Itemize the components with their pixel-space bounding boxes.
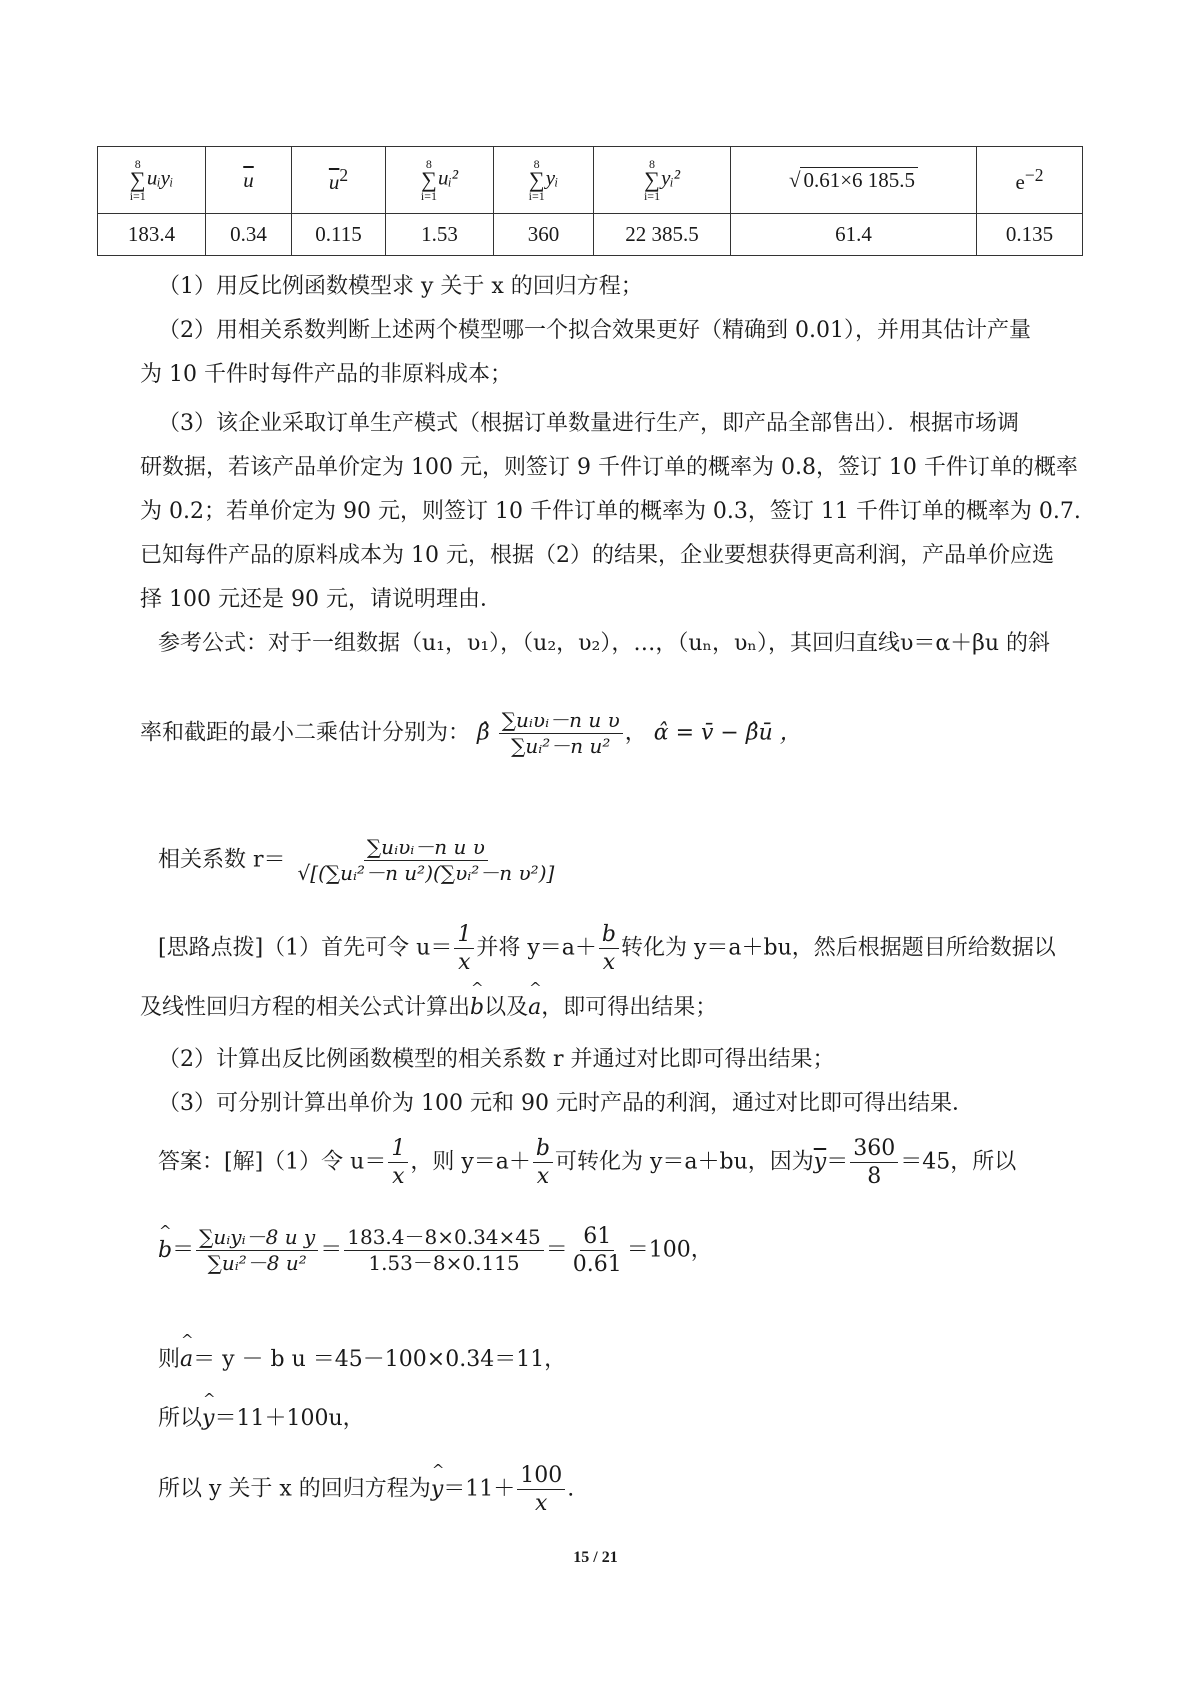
answer-a-calc: 则^ a＝ y － b u ＝45－100×0.34＝11， [158, 1349, 566, 1371]
answer-y-line: 所以^ y＝11＋100u， [158, 1408, 365, 1430]
table-cell: 0.34 [206, 214, 292, 256]
table-cell: 183.4 [98, 214, 206, 256]
header-sum-y2: 8 ∑ i=1 yᵢ² [594, 147, 731, 214]
table-header-row [98, 147, 1083, 214]
table-cell: 22 385.5 [594, 214, 731, 256]
hint-line3: （2）计算出反比例函数模型的相关系数 r 并通过对比即可得出结果； [158, 1047, 835, 1072]
question-2-line1: （2）用相关系数判断上述两个模型哪一个拟合效果更好（精确到 0.01），并用其估计产量 [158, 318, 1031, 343]
hint-line1: [思路点拨]（1）首先可令 u＝ $\frac{1}{x}$ 并将 y＝a＋ $\frac{b}{x}$ 转化为 y＝a＋bu，然后根据题目所给数据以 [158, 922, 1056, 976]
answer-line1: 答案：[解]（1）令 u＝ $\frac{1}{x}$ ，则 y＝a＋ $\frac{b}{x}$ 可转化为 y＝a＋bu，因为$\overline{y}=$ $\frac{360}{8}$ ＝45，所以 [158, 1136, 1017, 1190]
header-u-bar: $\overline{u}$ [206, 147, 292, 214]
table-cell: 61.4 [731, 214, 977, 256]
question-3-line5: 择 100 元还是 90 元，请说明理由． [140, 587, 502, 612]
table-value-row [98, 214, 1083, 256]
header-u-bar-squared: $\overline{u}^2$ [292, 147, 386, 214]
reference-line2: 率和截距的最小二乘估计分别为： β̂ $\frac{\text{∑uᵢυᵢ－n u υ}}{\text{∑uᵢ²－n u²}}$ ， α̂ = v̄ − β̂ū ， [140, 708, 802, 758]
answer-b-calc: ^ b＝ $\frac{\text{∑uᵢyᵢ－8 u y}}{\text{∑uᵢ²－8 u²}}$ ＝ $\frac{183.4-8\times 0.34\times 45}{1.53-8\times 0.115}$ ＝ $\frac{61}{0.61}$ ＝100， [158, 1225, 713, 1276]
page-number: 15 / 21 [573, 1549, 618, 1566]
hint-line2: 及线性回归方程的相关公式计算出^ b以及^ a，即可得出结果； [140, 997, 717, 1019]
table-cell: 0.135 [977, 214, 1083, 256]
header-sum-uy: 8 ∑ i=1 uᵢyᵢ [98, 147, 206, 214]
header-sum-y: 8 ∑ i=1 yᵢ [494, 147, 594, 214]
question-2-line2: 为 10 千件时每件产品的非原料成本； [140, 362, 512, 387]
beta-formula: $\frac{\text{∑uᵢυᵢ－n u υ}}{\text{∑uᵢ²－n u²}}$ [499, 710, 623, 757]
question-3-line4: 已知每件产品的原料成本为 10 元，根据（2）的结果，企业要想获得更高利润，产品单价应选 [140, 543, 1054, 568]
question-3-line3: 为 0.2；若单价定为 90 元，则签订 10 千件订单的概率为 0.3，签订 11 千件订单的概率为 0.7. [140, 499, 1081, 524]
question-3-line1: （3）该企业采取订单生产模式（根据订单数量进行生产，即产品全部售出）．根据市场调 [158, 411, 1020, 436]
table-cell: 1.53 [386, 214, 494, 256]
reference-line1: 参考公式：对于一组数据（u₁，υ₁），（u₂，υ₂），…，（uₙ，υₙ），其回归直线υ＝α＋βu 的斜 [158, 631, 1051, 656]
header-sqrt: √ 0.61×6 185.5 [731, 147, 977, 214]
header-e-power: $e^{-2}$ [977, 147, 1083, 214]
table-cell: 360 [494, 214, 594, 256]
hint-line4: （3）可分别计算出单价为 100 元和 90 元时产品的利润，通过对比即可得出结果． [158, 1091, 974, 1116]
question-3-line2: 研数据，若该产品单价定为 100 元，则签订 9 千件订单的概率为 0.8，签订 10 千件订单的概率 [140, 455, 1078, 480]
header-sum-u2: 8 ∑ i=1 uᵢ² [386, 147, 494, 214]
table-cell: 0.115 [292, 214, 386, 256]
answer-final: 所以 y 关于 x 的回归方程为^ y＝11＋ $\frac{100}{x}$ . [158, 1464, 574, 1515]
question-1: （1）用反比例函数模型求 y 关于 x 的回归方程； [158, 274, 643, 299]
correlation-formula: 相关系数 r＝ $\frac{\text{∑uᵢυᵢ－n u υ}}{\text{√[(∑uᵢ²－n u²)(∑υᵢ²－n υ²)]}}$ [158, 835, 555, 885]
data-table [97, 146, 1083, 256]
